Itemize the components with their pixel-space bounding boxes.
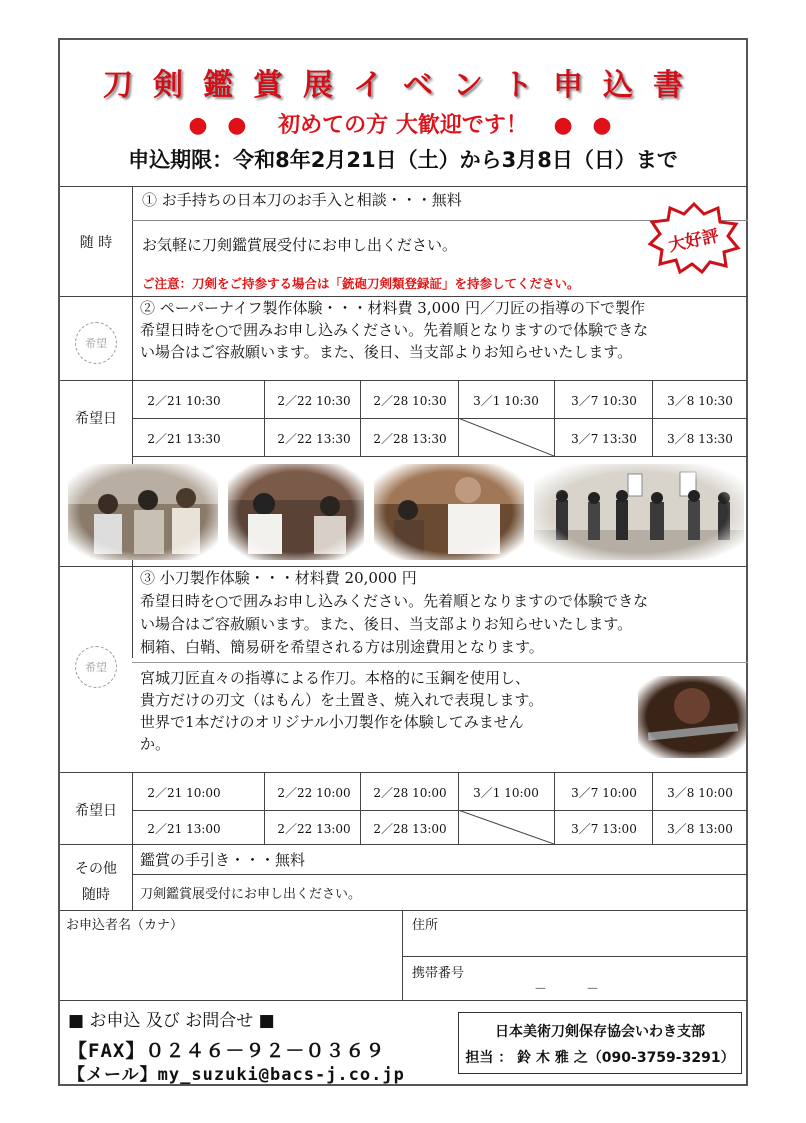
- section4-item: 鑑賞の手引き・・・無料: [140, 851, 306, 869]
- phone-field[interactable]: － －: [534, 982, 600, 997]
- org-name: 日本美術刀剣保存協会いわき支部: [495, 1024, 705, 1040]
- caution-note: ご注意：刀剣をご持参する場合は「銃砲刀剣類登録証」を持参してください。: [142, 276, 580, 291]
- slot-3-2-6[interactable]: 3／8 13:00: [667, 822, 733, 836]
- slot-3-1-6[interactable]: 3／8 10:00: [667, 786, 733, 800]
- contact-person: 担当 ： 鈴 木 雅 之（090-3759-3291）: [465, 1050, 735, 1066]
- mail-address[interactable]: my_suzuki@bacs-j.co.jp: [157, 1065, 405, 1085]
- slot-2-2-5[interactable]: 3／7 13:30: [571, 432, 637, 446]
- slot-2-1-1[interactable]: 2／21 10:30: [147, 394, 221, 408]
- kibo-circle-2[interactable]: 希望: [75, 322, 117, 364]
- slot-3-1-5[interactable]: 3／7 10:00: [571, 786, 637, 800]
- applicant-name-field[interactable]: [66, 934, 396, 996]
- fax-label: 【FAX】: [68, 1040, 146, 1062]
- section3-desc-2: 貴方だけの刃文（はもん）を土置き、焼入れで表現します。: [140, 691, 544, 709]
- applicant-name-label: お申込者名（カナ）: [66, 918, 184, 933]
- slot-3-2-2[interactable]: 2／22 13:00: [277, 822, 351, 836]
- kibo-circle-3[interactable]: 希望: [75, 646, 117, 688]
- section3-line-3: い場合はご容赦願います。また、後日、当支部よりお知らせいたします。: [140, 615, 633, 633]
- slot-2-1-4[interactable]: 3／1 10:30: [473, 394, 539, 408]
- section3-desc-4: か。: [140, 735, 171, 753]
- forging-photo: [638, 676, 746, 758]
- section3-line-1: ③ 小刀製作体験・・・材料費 20,000 円: [140, 569, 417, 587]
- slot-3-1-1[interactable]: 2／21 10:00: [147, 786, 221, 800]
- stamp-text: 大好評: [666, 225, 721, 257]
- slot-2-2-6[interactable]: 3／8 13:30: [667, 432, 733, 446]
- phone-label: 携帯番号: [412, 966, 465, 981]
- photo-3: [374, 464, 524, 560]
- section4-text: 刀剣鑑賞展受付にお申し出ください。: [140, 887, 362, 902]
- section3-line-4: 桐箱、白鞘、簡易研を希望される方は別途費用となります。: [140, 638, 544, 656]
- mail-line: [68, 1060, 405, 1085]
- section1-item: ① お手持ちの日本刀のお手入と相談・・・無料: [142, 191, 462, 209]
- slot-2-1-5[interactable]: 3／7 10:30: [571, 394, 637, 408]
- organization-box: [458, 1012, 742, 1074]
- slot-2-1-3[interactable]: 2／28 10:30: [373, 394, 447, 408]
- slot-2-2-1[interactable]: 2／21 13:30: [147, 432, 221, 446]
- fax-line: [68, 1036, 385, 1063]
- address-label: 住所: [412, 918, 439, 933]
- contact-title: ■ お申込 及び お問合せ ■: [68, 1011, 275, 1031]
- slot-3-1-3[interactable]: 2／28 10:00: [373, 786, 447, 800]
- photo-1: [68, 464, 218, 560]
- fax-number: ０２４６－９２－０３６９: [145, 1040, 386, 1062]
- application-form: [58, 38, 748, 1086]
- slot-2-1-2[interactable]: 2／22 10:30: [277, 394, 351, 408]
- red-dots-right: ● ●: [553, 113, 618, 138]
- welcome-text: 初めての方 大歓迎です！: [278, 113, 528, 138]
- slot-2-2-2[interactable]: 2／22 13:30: [277, 432, 351, 446]
- slot-3-2-1[interactable]: 2／21 13:00: [147, 822, 221, 836]
- section3-line-2: 希望日時を○で囲みお申し込みください。先着順となりますので体験できな: [140, 592, 649, 610]
- slot-3-1-2[interactable]: 2／22 10:00: [277, 786, 351, 800]
- welcome-banner: [60, 108, 746, 139]
- section3-date-label: 希望日: [75, 803, 117, 819]
- slot-3-1-4[interactable]: 3／1 10:00: [473, 786, 539, 800]
- unavailable-slash-3: [458, 810, 554, 844]
- section3-desc-1: 宮城刀匠直々の指導による作刀。本格的に玉鋼を使用し、: [140, 669, 531, 687]
- red-dots-left: ● ●: [188, 113, 253, 138]
- popular-stamp-icon: [646, 202, 742, 274]
- section1-text: お気軽に刀剣鑑賞展受付にお申し出ください。: [142, 236, 458, 254]
- event-photos: [68, 460, 744, 564]
- slot-2-1-6[interactable]: 3／8 10:30: [667, 394, 733, 408]
- section3-desc-3: 世界で1本だけのオリジナル小刀製作を体験してみません: [140, 713, 524, 731]
- address-field[interactable]: [412, 934, 742, 954]
- mail-label: 【メール】: [68, 1065, 158, 1085]
- unavailable-slash: [458, 418, 554, 456]
- form-title: 刀剣鑑賞展イベント申込書: [103, 68, 703, 103]
- section1-label: 随 時: [79, 235, 113, 251]
- section2-line-1: ② ペーパーナイフ製作体験・・・材料費 3,000 円／刀匠の指導の下で製作: [140, 299, 645, 317]
- section2-line-3: い場合はご容赦願います。また、後日、当支部よりお知らせいたします。: [140, 343, 633, 361]
- section2-line-2: 希望日時を○で囲みお申し込みください。先着順となりますので体験できな: [140, 321, 649, 339]
- slot-2-2-3[interactable]: 2／28 13:30: [373, 432, 447, 446]
- section4-label-other: その他: [75, 861, 117, 877]
- slot-3-2-5[interactable]: 3／7 13:00: [571, 822, 637, 836]
- application-period: 申込期限：令和8年2月21日（土）から3月8日（日）まで: [128, 148, 678, 172]
- section2-date-label: 希望日: [75, 411, 117, 427]
- photo-2: [228, 464, 364, 560]
- section4-label-anytime: 随時: [82, 887, 110, 903]
- photo-4: [534, 464, 744, 560]
- slot-3-2-3[interactable]: 2／28 13:00: [373, 822, 447, 836]
